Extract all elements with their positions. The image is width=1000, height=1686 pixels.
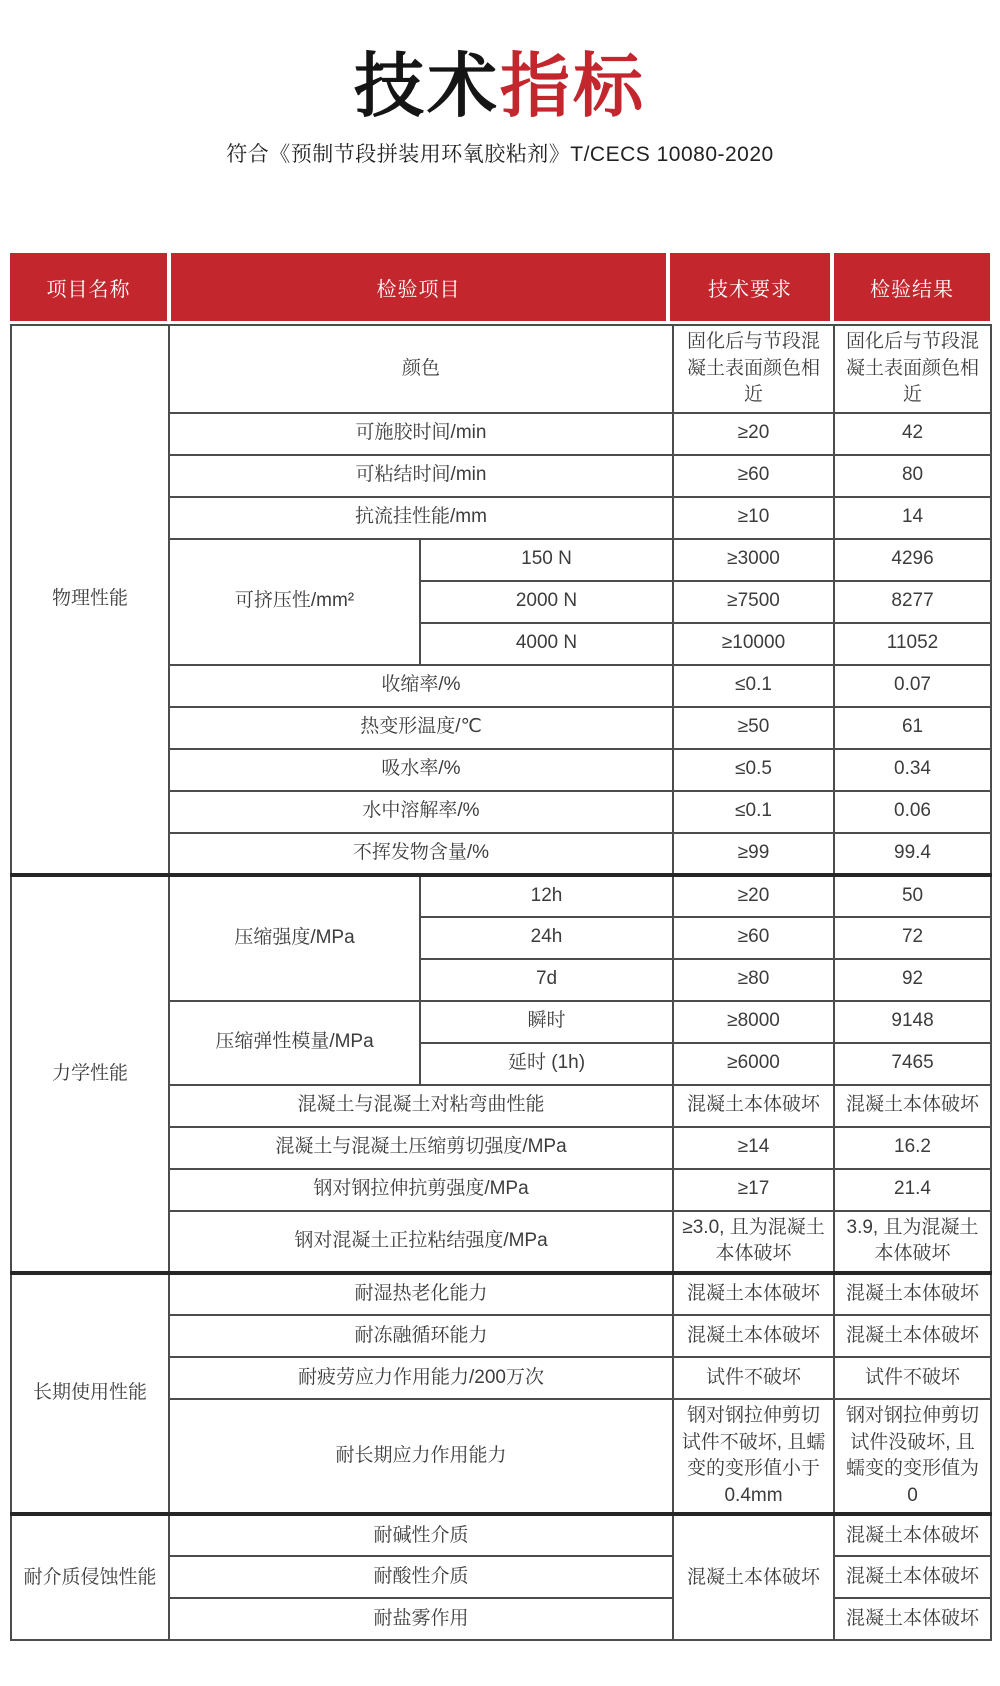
cell-req: ≥7500	[673, 581, 834, 623]
cell-group: 压缩弹性模量/MPa	[169, 1001, 420, 1085]
cell-item: 耐湿热老化能力	[169, 1273, 673, 1315]
cell-item: 钢对混凝土正拉粘结强度/MPa	[169, 1211, 673, 1273]
cell-item: 颜色	[169, 325, 673, 413]
cell-res: 4296	[834, 539, 991, 581]
spec-table-body	[10, 324, 992, 1641]
cell-item: 收缩率/%	[169, 665, 673, 707]
cell-req: ≥99	[673, 833, 834, 875]
cell-sub: 瞬时	[420, 1001, 673, 1043]
cell-res: 3.9, 且为混凝土本体破坏	[834, 1211, 991, 1273]
cell-res: 99.4	[834, 833, 991, 875]
cell-item: 混凝土与混凝土对粘弯曲性能	[169, 1085, 673, 1127]
page-title	[0, 0, 1000, 128]
cell-res: 14	[834, 497, 991, 539]
cell-req: ≥20	[673, 875, 834, 917]
cell-res: 16.2	[834, 1127, 991, 1169]
cell-res: 混凝土本体破坏	[834, 1598, 991, 1640]
cell-req: ≤0.1	[673, 665, 834, 707]
table-row	[11, 875, 991, 917]
page-title-red-part: 指标	[500, 47, 646, 125]
cell-req: 试件不破坏	[673, 1357, 834, 1399]
cell-res: 21.4	[834, 1169, 991, 1211]
cell-item: 混凝土与混凝土压缩剪切强度/MPa	[169, 1127, 673, 1169]
header-cell-item-name: 项目名称	[10, 253, 167, 321]
cell-item: 抗流挂性能/mm	[169, 497, 673, 539]
header-cell-test-result: 检验结果	[834, 253, 990, 321]
cell-res: 0.06	[834, 791, 991, 833]
cell-res: 7465	[834, 1043, 991, 1085]
cell-req: ≥3.0, 且为混凝土本体破坏	[673, 1211, 834, 1273]
cell-req: ≥60	[673, 917, 834, 959]
cell-item: 耐冻融循环能力	[169, 1315, 673, 1357]
cell-sub: 12h	[420, 875, 673, 917]
cell-req: 固化后与节段混凝土表面颜色相近	[673, 325, 834, 413]
section-label-physical: 物理性能	[11, 325, 169, 875]
cell-item: 耐碱性介质	[169, 1514, 673, 1556]
standard-compliance-subtitle: 符合《预制节段拼装用环氧胶粘剂》T/CECS 10080-2020	[226, 143, 774, 166]
cell-group: 可挤压性/mm²	[169, 539, 420, 665]
cell-item: 水中溶解率/%	[169, 791, 673, 833]
cell-item: 可粘结时间/min	[169, 455, 673, 497]
cell-res: 42	[834, 413, 991, 455]
cell-req: ≥3000	[673, 539, 834, 581]
section-label-mechanical: 力学性能	[11, 875, 169, 1273]
page-title-black-part: 技术	[354, 47, 500, 125]
spec-table	[10, 253, 990, 1641]
cell-sub: 4000 N	[420, 623, 673, 665]
cell-req: ≥17	[673, 1169, 834, 1211]
cell-item: 钢对钢拉伸抗剪强度/MPa	[169, 1169, 673, 1211]
cell-req: ≥10	[673, 497, 834, 539]
table-row	[11, 1514, 991, 1556]
cell-item: 吸水率/%	[169, 749, 673, 791]
cell-res: 混凝土本体破坏	[834, 1514, 991, 1556]
cell-res: 11052	[834, 623, 991, 665]
cell-res: 61	[834, 707, 991, 749]
cell-item: 可施胶时间/min	[169, 413, 673, 455]
cell-req: ≥80	[673, 959, 834, 1001]
cell-res: 9148	[834, 1001, 991, 1043]
cell-sub: 延时 (1h)	[420, 1043, 673, 1085]
cell-req: ≥6000	[673, 1043, 834, 1085]
cell-req: ≥20	[673, 413, 834, 455]
header-cell-tech-requirement: 技术要求	[670, 253, 830, 321]
cell-req: 混凝土本体破坏	[673, 1085, 834, 1127]
cell-sub: 7d	[420, 959, 673, 1001]
cell-req-merged: 混凝土本体破坏	[673, 1514, 834, 1640]
cell-req: ≥8000	[673, 1001, 834, 1043]
cell-res: 混凝土本体破坏	[834, 1556, 991, 1598]
cell-req: ≤0.1	[673, 791, 834, 833]
cell-req: ≥10000	[673, 623, 834, 665]
cell-group: 压缩强度/MPa	[169, 875, 420, 1001]
cell-res: 固化后与节段混凝土表面颜色相近	[834, 325, 991, 413]
cell-item: 耐酸性介质	[169, 1556, 673, 1598]
cell-req: ≥60	[673, 455, 834, 497]
cell-res: 92	[834, 959, 991, 1001]
section-label-media-corrosion: 耐介质侵蚀性能	[11, 1514, 169, 1640]
cell-sub: 150 N	[420, 539, 673, 581]
section-label-longterm: 长期使用性能	[11, 1273, 169, 1514]
cell-res: 混凝土本体破坏	[834, 1085, 991, 1127]
cell-res: 0.34	[834, 749, 991, 791]
cell-res: 0.07	[834, 665, 991, 707]
table-header-row	[10, 253, 990, 321]
cell-res: 试件不破坏	[834, 1357, 991, 1399]
cell-res: 钢对钢拉伸剪切试件没破坏, 且蠕变的变形值为0	[834, 1399, 991, 1514]
cell-sub: 2000 N	[420, 581, 673, 623]
cell-item: 耐疲劳应力作用能力/200万次	[169, 1357, 673, 1399]
cell-req: ≥14	[673, 1127, 834, 1169]
cell-item: 耐盐雾作用	[169, 1598, 673, 1640]
cell-res: 50	[834, 875, 991, 917]
cell-item: 不挥发物含量/%	[169, 833, 673, 875]
cell-res: 8277	[834, 581, 991, 623]
cell-req: ≤0.5	[673, 749, 834, 791]
table-row	[11, 325, 991, 413]
cell-res: 混凝土本体破坏	[834, 1315, 991, 1357]
cell-req: 钢对钢拉伸剪切试件不破坏, 且蠕变的变形值小于0.4mm	[673, 1399, 834, 1514]
cell-res: 混凝土本体破坏	[834, 1273, 991, 1315]
cell-res: 80	[834, 455, 991, 497]
cell-req: 混凝土本体破坏	[673, 1273, 834, 1315]
cell-sub: 24h	[420, 917, 673, 959]
cell-req: ≥50	[673, 707, 834, 749]
cell-item: 耐长期应力作用能力	[169, 1399, 673, 1514]
cell-item: 热变形温度/℃	[169, 707, 673, 749]
cell-res: 72	[834, 917, 991, 959]
table-row	[11, 1273, 991, 1315]
cell-req: 混凝土本体破坏	[673, 1315, 834, 1357]
header-cell-test-item: 检验项目	[171, 253, 666, 321]
